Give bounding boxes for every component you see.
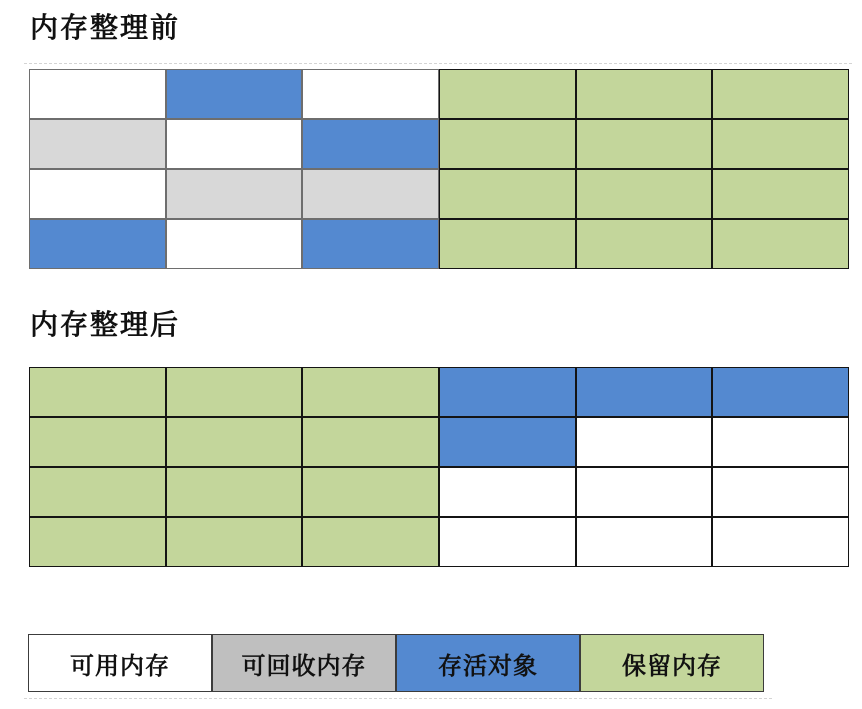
memory-cell-live-r1c2 xyxy=(166,69,303,119)
memory-cell-free-r3c6 xyxy=(712,467,849,517)
legend-label: 存活对象 xyxy=(438,653,538,680)
memory-cell-reclaimable-r3c2 xyxy=(166,169,303,219)
legend-label: 可用内存 xyxy=(70,653,170,680)
legend-item-reserved xyxy=(580,634,764,692)
memory-cell-reserved-r2c3 xyxy=(302,417,439,467)
dotted-guide-line xyxy=(24,63,852,64)
memory-cell-reserved-r1c3 xyxy=(302,367,439,417)
memory-cell-live-r4c1 xyxy=(29,219,166,269)
legend-item-live xyxy=(396,634,580,692)
memory-cell-free-r2c5 xyxy=(576,417,713,467)
memory-cell-live-r4c3 xyxy=(302,219,439,269)
memory-cell-reserved-r4c2 xyxy=(166,517,303,567)
memory-cell-free-r1c3 xyxy=(302,69,439,119)
memory-cell-live-r1c4 xyxy=(439,367,576,417)
memory-cell-reserved-r3c1 xyxy=(29,467,166,517)
memory-cell-reserved-r3c4 xyxy=(439,169,576,219)
memory-cell-live-r1c5 xyxy=(576,367,713,417)
memory-grid-before-compaction xyxy=(29,69,849,269)
memory-cell-live-r2c4 xyxy=(439,417,576,467)
memory-cell-reserved-r2c4 xyxy=(439,119,576,169)
dotted-guide-line xyxy=(24,698,772,699)
memory-cell-reserved-r1c5 xyxy=(576,69,713,119)
section-title-before-compaction: 内存整理前 xyxy=(30,13,181,44)
memory-cell-free-r4c5 xyxy=(576,517,713,567)
memory-cell-reserved-r3c5 xyxy=(576,169,713,219)
legend-label: 保留内存 xyxy=(622,653,722,680)
memory-cell-reserved-r3c3 xyxy=(302,467,439,517)
memory-cell-free-r4c2 xyxy=(166,219,303,269)
memory-cell-reserved-r2c5 xyxy=(576,119,713,169)
memory-cell-free-r4c4 xyxy=(439,517,576,567)
memory-cell-reclaimable-r2c1 xyxy=(29,119,166,169)
memory-cell-reserved-r4c3 xyxy=(302,517,439,567)
memory-cell-reserved-r1c1 xyxy=(29,367,166,417)
memory-cell-reserved-r1c4 xyxy=(439,69,576,119)
memory-cell-free-r1c1 xyxy=(29,69,166,119)
legend-item-reclaimable xyxy=(212,634,396,692)
memory-cell-free-r3c4 xyxy=(439,467,576,517)
memory-cell-reserved-r1c2 xyxy=(166,367,303,417)
legend-item-free xyxy=(28,634,212,692)
memory-cell-free-r3c1 xyxy=(29,169,166,219)
memory-cell-reserved-r4c1 xyxy=(29,517,166,567)
memory-cell-reclaimable-r3c3 xyxy=(302,169,439,219)
memory-cell-reserved-r2c1 xyxy=(29,417,166,467)
memory-cell-live-r1c6 xyxy=(712,367,849,417)
memory-cell-reserved-r4c4 xyxy=(439,219,576,269)
memory-cell-reserved-r1c6 xyxy=(712,69,849,119)
memory-cell-reserved-r2c6 xyxy=(712,119,849,169)
memory-grid-after-compaction xyxy=(29,367,849,567)
memory-cell-free-r2c6 xyxy=(712,417,849,467)
memory-cell-reserved-r3c2 xyxy=(166,467,303,517)
memory-cell-live-r2c3 xyxy=(302,119,439,169)
section-title-after-compaction: 内存整理后 xyxy=(30,310,181,341)
memory-cell-reserved-r2c2 xyxy=(166,417,303,467)
legend-label: 可回收内存 xyxy=(241,653,367,680)
legend xyxy=(28,634,764,692)
memory-cell-reserved-r4c6 xyxy=(712,219,849,269)
memory-cell-free-r4c6 xyxy=(712,517,849,567)
memory-cell-reserved-r4c5 xyxy=(576,219,713,269)
memory-cell-free-r2c2 xyxy=(166,119,303,169)
memory-cell-reserved-r3c6 xyxy=(712,169,849,219)
memory-cell-free-r3c5 xyxy=(576,467,713,517)
